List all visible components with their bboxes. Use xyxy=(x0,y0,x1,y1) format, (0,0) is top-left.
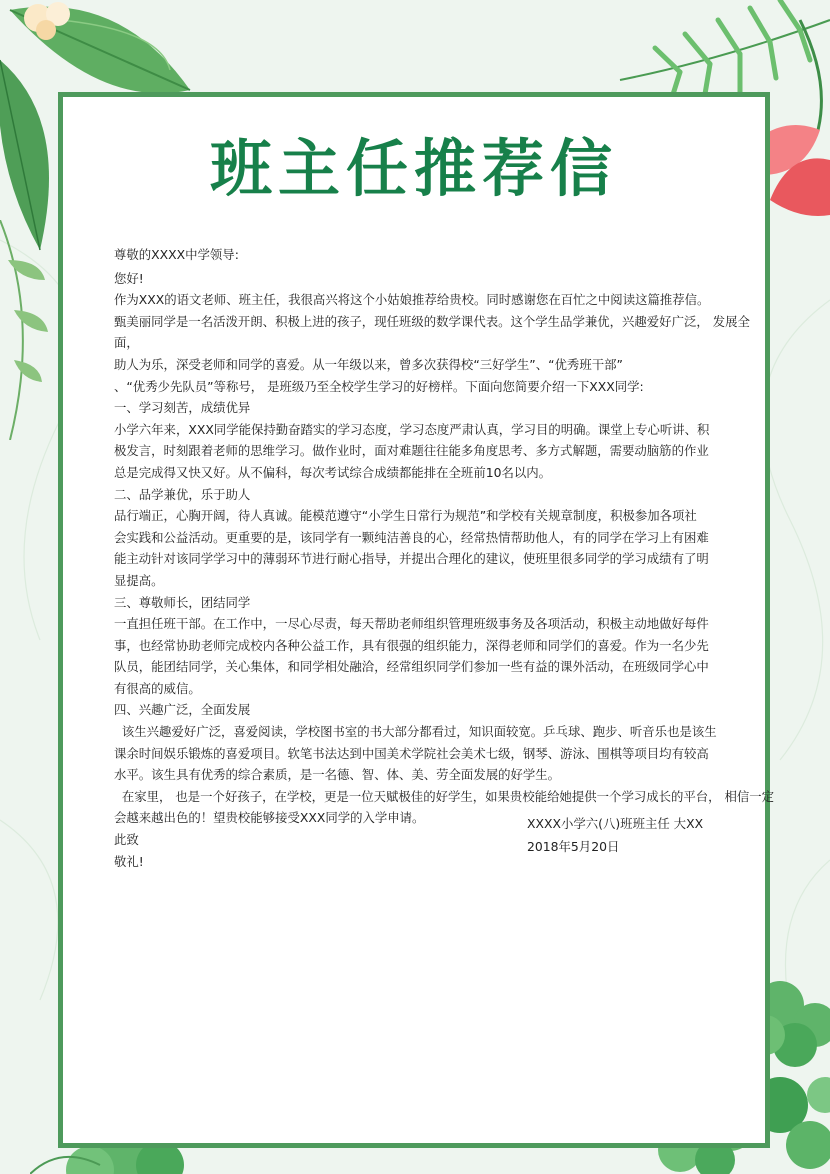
letter-body xyxy=(114,244,775,872)
signature-name: XXXX小学六(八)班班主任 大XX xyxy=(527,816,704,831)
signature-block xyxy=(527,812,703,858)
section-heading: 二、品学兼优，乐于助人 xyxy=(114,486,251,502)
section-line: 能主动针对该同学学习中的薄弱环节进行耐心指导，并提出合理化的建议，使班里很多同学的学习成绩有了明 xyxy=(114,551,709,567)
section-heading: 一、学习刻苦，成绩优异 xyxy=(114,400,251,416)
section-line: 队员，能团结同学，关心集体，和同学相处融洽，经常组织同学们参加一些有益的课外活动，在班级同学心中 xyxy=(114,659,709,675)
summary-line: 、“优秀少先队员”等称号， 是班级乃至全校学生学习的好榜样。下面向您简要介绍一下XXX同学: xyxy=(114,378,644,394)
section-line: 会实践和公益活动。更重要的是，该同学有一颗纯洁善良的心，经常热情帮助他人，有的同学在学习上有困难 xyxy=(114,529,709,545)
greeting: 您好! xyxy=(114,270,144,286)
left-fern-decoration xyxy=(0,220,50,440)
section-line: 有很高的威信。 xyxy=(114,680,201,696)
page-title: 班主任推荐信 xyxy=(209,132,618,205)
section-line: 该生兴趣爱好广泛，喜爱阅读，学校图书室的书大部分都看过，知识面较宽。乒乓球、跑步、听音乐也是该生 xyxy=(114,724,717,740)
closing-line: 此致 xyxy=(114,832,139,848)
section-line: 总是完成得又快又好。从不偏科，每次考试综合成绩都能排在全班前10名以内。 xyxy=(114,464,552,480)
summary-line: 助人为乐，深受老师和同学的喜爱。从一年级以来，曾多次获得校“三好学生”、“优秀班干部” xyxy=(114,356,623,372)
section-line: 事，也经常协助老师完成校内各种公益工作，具有很强的组织能力，深得老师和同学们的喜爱。作为一名少先 xyxy=(114,637,709,653)
section-line: 在家里， 也是一个好孩子，在学校，更是一位天赋极佳的好学生，如果贵校能给她提供一个学习成长的平台， 相信一定 xyxy=(114,788,775,804)
section-heading: 三、尊敬师长，团结同学 xyxy=(114,594,251,610)
signature-date: 2018年5月20日 xyxy=(527,839,620,854)
section-line: 会越来越出色的！望贵校能够接受XXX同学的入学申请。 xyxy=(114,810,425,826)
section-line: 极发言，时刻跟着老师的思维学习。做作业时，面对难题往往能多角度思考、多方式解题，需要动脑筋的作业 xyxy=(114,443,709,459)
section-line: 品行端正，心胸开阔，待人真诚。能模范遵守“小学生日常行为规范”和学校有关规章制度，积极参加各项社 xyxy=(114,508,697,524)
section-line: 小学六年来，XXX同学能保持勤奋踏实的学习态度，学习态度严肃认真，学习目的明确。课堂上专心听讲、积 xyxy=(114,421,710,437)
section-line: 显提高。 xyxy=(114,572,164,588)
summary-line: 甄美丽同学是一名活泼开朗、积极上进的孩子，现任班级的数学课代表。这个学生品学兼优，兴趣爱好广泛， 发展全面， xyxy=(114,313,750,351)
intro-paragraph: 作为XXX的语文老师、班主任，我很高兴将这个小姑娘推荐给贵校。同时感谢您在百忙之中阅读这篇推荐信。 xyxy=(114,292,710,308)
section-line: 一直担任班干部。在工作中，一尽心尽责，每天帮助老师组织管理班级事务及各项活动，积极主动地做好每件 xyxy=(114,616,709,632)
section-heading: 四、兴趣广泛，全面发展 xyxy=(114,702,251,718)
section-line: 水平。该生具有优秀的综合素质，是一名德、智、体、美、劳全面发展的好学生。 xyxy=(114,767,561,783)
section-line: 课余时间娱乐锻炼的喜爱项目。软笔书法达到中国美术学院社会美术七级，钢琴、游泳、围棋等项目均有较高 xyxy=(114,745,709,761)
salutation: 尊敬的XXXX中学领导: xyxy=(114,247,239,262)
closing-line: 敬礼! xyxy=(114,853,144,869)
